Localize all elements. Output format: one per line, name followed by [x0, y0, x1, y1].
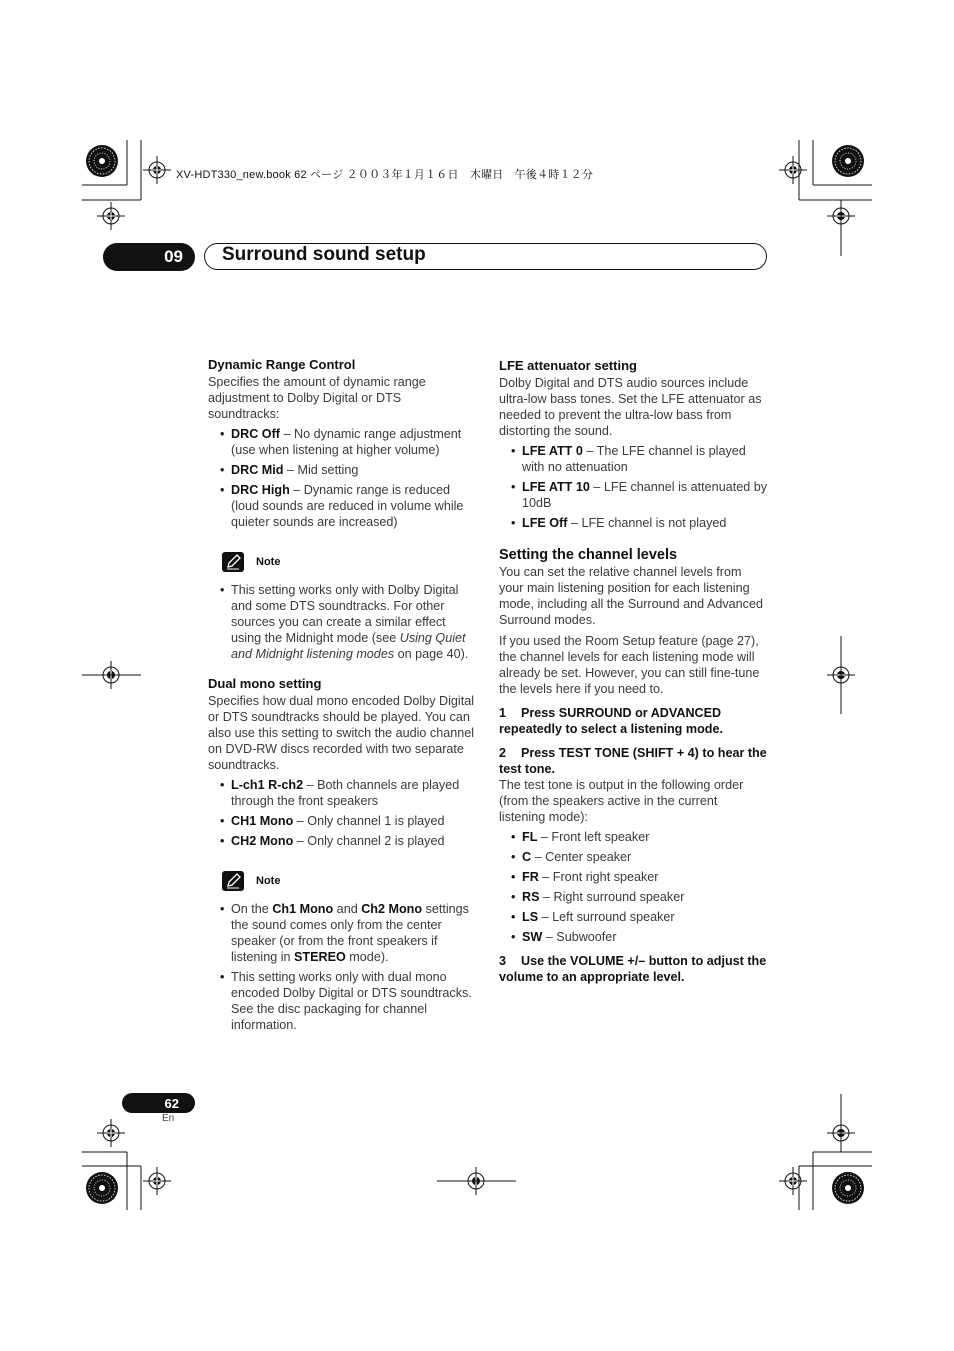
list-item: • DRC High – Dynamic range is reduced (loud sounds are reduced in volume while quieter sounds are increased) [208, 482, 476, 530]
note1-list [208, 582, 476, 662]
note-header [222, 552, 476, 572]
right-column [499, 358, 767, 985]
list-item: • L-ch1 R-ch2 – Both channels are played through the front speakers [208, 777, 476, 809]
list-item: • LFE ATT 0 – The LFE channel is played with no attenuation [499, 443, 767, 475]
left-column [208, 357, 476, 1037]
print-meta-line: XV-HDT330_new.book 62 ページ ２００３年１月１６日 木曜日 午後４時１２分 [176, 169, 594, 181]
step-2: 2 Press TEST TONE (SHIFT + 4) to hear the test tone. [499, 746, 767, 776]
channel-levels-heading: Setting the channel levels [499, 547, 678, 563]
list-item: • RS – Right surround speaker [499, 889, 767, 905]
list-item: • C – Center speaker [499, 849, 767, 865]
list-item: • CH1 Mono – Only channel 1 is played [208, 813, 476, 829]
list-item: • CH2 Mono – Only channel 2 is played [208, 833, 476, 849]
list-item: • SW – Subwoofer [499, 929, 767, 945]
chapter-number-badge: 09 [103, 243, 195, 271]
lfe-list [499, 443, 767, 531]
step-2-body: The test tone is output in the following order (from the speakers active in the current listening mode): [499, 778, 744, 824]
pencil-note-icon [222, 871, 244, 891]
note-label: Note [256, 556, 281, 568]
list-item: • FR – Front right speaker [499, 869, 767, 885]
page-language: En [162, 1113, 175, 1124]
drc-list [208, 426, 476, 530]
chapter-title: Surround sound setup [222, 244, 426, 265]
list-item: • LFE Off – LFE channel is not played [499, 515, 767, 531]
list-item: • This setting works only with dual mono encoded Dolby Digital or DTS soundtracks. See the disc packaging for channel information. [208, 969, 476, 1033]
step-3: 3 Use the VOLUME +/– button to adjust the volume to an appropriate level. [499, 954, 767, 984]
drc-heading: Dynamic Range Control [208, 357, 356, 372]
step-1: 1 Press SURROUND or ADVANCED repeatedly to select a listening mode. [499, 706, 723, 736]
list-item: • FL – Front left speaker [499, 829, 767, 845]
page-number-badge: 62 [122, 1093, 195, 1113]
list-item: • This setting works only with Dolby Digital and some DTS soundtracks. For other sources you can create a similar effect using the Midnight mode (see Using Quiet and Midnight listening modes on page 40). [208, 582, 476, 662]
channel-levels-p1: You can set the relative channel levels from your main listening position for each listening mode, including all the Surround and Advanced Surround modes. [499, 565, 763, 627]
lfe-intro: Dolby Digital and DTS audio sources include ultra-low bass tones. Set the LFE attenuator as needed to prevent the ultra-low bass from distorting the sound. [499, 376, 762, 438]
speaker-order-list [499, 829, 767, 945]
list-item: • LS – Left surround speaker [499, 909, 767, 925]
list-item: • DRC Mid – Mid setting [208, 462, 476, 478]
dual-mono-list [208, 777, 476, 849]
list-item: • DRC Off – No dynamic range adjustment (use when listening at higher volume) [208, 426, 476, 458]
channel-levels-p2: If you used the Room Setup feature (page 27), the channel levels for each listening mode will already be set. However, you can still fine-tune the levels here if you need to. [499, 634, 760, 696]
note-header [222, 871, 476, 891]
dual-mono-heading: Dual mono setting [208, 676, 322, 691]
note2-list [208, 901, 476, 1033]
list-item: • LFE ATT 10 – LFE channel is attenuated by 10dB [499, 479, 767, 511]
drc-intro: Specifies the amount of dynamic range adjustment to Dolby Digital or DTS soundtracks: [208, 375, 426, 421]
pencil-note-icon [222, 552, 244, 572]
note-label: Note [256, 875, 281, 887]
dual-mono-intro: Specifies how dual mono encoded Dolby Digital or DTS soundtracks should be played. You can also use this setting to switch the audio channel on DVD-RW discs recorded with two separate soundtracks. [208, 694, 475, 772]
list-item: • On the Ch1 Mono and Ch2 Mono settings the sound comes only from the center speaker (or from the front speakers if listening in STEREO mode). [208, 901, 476, 965]
lfe-heading: LFE attenuator setting [499, 358, 637, 373]
